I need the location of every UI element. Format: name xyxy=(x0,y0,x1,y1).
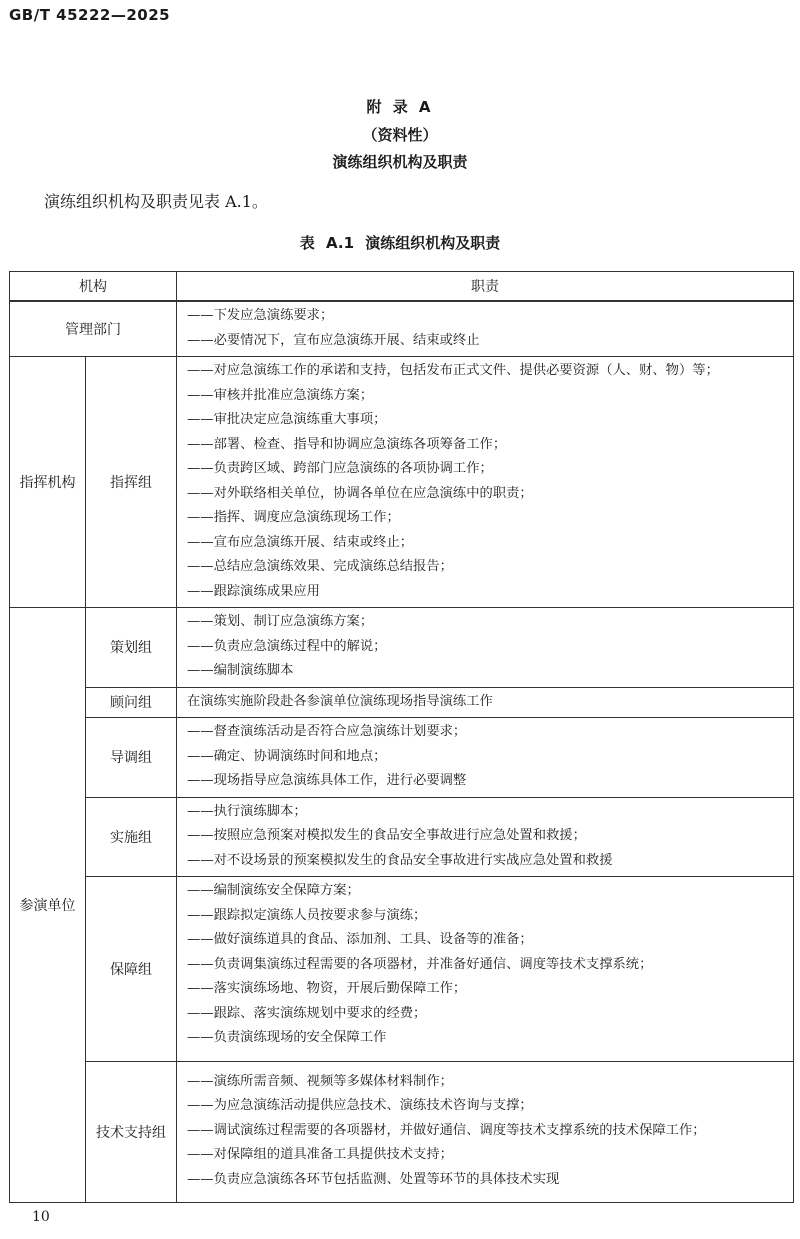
org-cell-implementation: 实施组 xyxy=(86,797,177,877)
org-cell-guidance: 导调组 xyxy=(86,718,177,798)
header-org: 机构 xyxy=(10,272,177,302)
duty-cell-mgmt xyxy=(177,301,794,357)
page-number: 10 xyxy=(32,1209,50,1225)
duty-line: ——演练所需音频、视频等多媒体材料制作； xyxy=(187,1073,453,1089)
duty-line: ——跟踪演练成果应用 xyxy=(187,583,320,599)
table-caption: 表 A.1 演练组织机构及职责 xyxy=(299,234,501,252)
duty-line: ——负责应急演练各环节包括监测、处置等环节的具体技术实现 xyxy=(187,1171,560,1187)
duty-cell-command xyxy=(177,357,794,608)
duty-line: 在演练实施阶段赴各参演单位演练现场指导演练工作 xyxy=(187,693,493,709)
duty-line: ——宣布应急演练开展、结束或终止； xyxy=(187,534,414,550)
duty-cell-planning xyxy=(177,608,794,688)
duty-cell-advisory xyxy=(177,687,794,718)
duty-cell-implementation xyxy=(177,797,794,877)
duty-line: ——按照应急预案对模拟发生的食品安全事故进行应急处置和救援； xyxy=(187,828,586,843)
duty-line: ——督查演练活动是否符合应急演练计划要求； xyxy=(187,724,467,739)
duty-cell-support xyxy=(177,877,794,1062)
duty-line: ——审核并批准应急演练方案； xyxy=(187,387,374,403)
duty-line: ——负责应急演练过程中的解说； xyxy=(187,638,387,654)
table-row-tech xyxy=(10,1061,794,1203)
org-cell-support: 保障组 xyxy=(86,877,177,1062)
table-row-support xyxy=(10,877,794,1062)
duty-line: ——审批决定应急演练重大事项； xyxy=(187,412,387,427)
duty-line: ——指挥、调度应急演练现场工作； xyxy=(187,510,400,525)
duty-line: ——为应急演练活动提供应急技术、演练技术咨询与支撑； xyxy=(187,1098,533,1113)
duty-line: ——负责演练现场的安全保障工作 xyxy=(187,1030,387,1045)
duty-line: ——现场指导应急演练具体工作，进行必要调整 xyxy=(187,773,467,788)
duty-line: ——落实演练场地、物资，开展后勤保障工作； xyxy=(187,981,467,996)
duty-cell-guidance xyxy=(177,718,794,798)
document-code: GB/T 45222—2025 xyxy=(9,6,171,24)
duty-line: ——编制演练脚本 xyxy=(187,663,294,678)
duty-line: ——对不设场景的预案模拟发生的食品安全事故进行实战应急处置和救援 xyxy=(187,852,613,868)
duty-line: ——对保障组的道具准备工具提供技术支持； xyxy=(187,1147,453,1162)
duty-line: ——执行演练脚本； xyxy=(187,803,307,819)
table-row-implementation xyxy=(10,797,794,877)
appendix-label: 附 录 A xyxy=(366,98,434,116)
duty-line: ——确定、协调演练时间和地点； xyxy=(187,748,387,764)
duty-line: ——调试演练过程需要的各项器材，并做好通信、调度等技术支撑系统的技术保障工作； xyxy=(187,1122,706,1138)
org-cell-mgmt: 管理部门 xyxy=(10,301,177,357)
duty-table xyxy=(9,271,794,1203)
org-cell-command: 指挥组 xyxy=(86,357,177,608)
table-row-advisory xyxy=(10,687,794,718)
org-cell-advisory: 顾问组 xyxy=(86,687,177,718)
org-cell-planning: 策划组 xyxy=(86,608,177,688)
org-cell-tech: 技术支持组 xyxy=(86,1061,177,1203)
group-cell-command: 指挥机构 xyxy=(10,357,86,608)
duty-line: ——对应急演练工作的承诺和支持，包括发布正式文件、提供必要资源（人、财、物）等； xyxy=(187,363,719,378)
duty-line: ——跟踪拟定演练人员按要求参与演练； xyxy=(187,907,427,923)
table-header-row xyxy=(10,272,794,302)
table-row-guidance xyxy=(10,718,794,798)
intro-paragraph: 演练组织机构及职责见表 A.1。 xyxy=(44,192,268,211)
duty-line: ——负责调集演练过程需要的各项器材，并准备好通信、调度等技术支撑系统； xyxy=(187,956,653,972)
duty-line: ——总结应急演练效果、完成演练总结报告； xyxy=(187,559,453,574)
duty-line: ——对外联络相关单位，协调各单位在应急演练中的职责； xyxy=(187,485,533,501)
header-duty: 职责 xyxy=(177,272,794,302)
duty-line: ——下发应急演练要求； xyxy=(187,308,334,323)
duty-line: ——跟踪、落实演练规划中要求的经费； xyxy=(187,1005,427,1021)
table-row-planning xyxy=(10,608,794,688)
table-row-mgmt xyxy=(10,301,794,357)
duty-line: ——必要情况下，宣布应急演练开展、结束或终止 xyxy=(187,332,480,348)
duty-cell-tech xyxy=(177,1061,794,1203)
duty-line: ——负责跨区域、跨部门应急演练的各项协调工作； xyxy=(187,461,493,476)
duty-line: ——做好演练道具的食品、添加剂、工具、设备等的准备； xyxy=(187,932,533,947)
group-cell-participants: 参演单位 xyxy=(10,608,86,1203)
table-row-command xyxy=(10,357,794,608)
duty-line: ——部署、检查、指导和协调应急演练各项筹备工作； xyxy=(187,436,507,452)
appendix-title: 演练组织机构及职责 xyxy=(332,153,468,171)
appendix-nature: （资料性） xyxy=(362,126,438,144)
duty-line: ——策划、制订应急演练方案； xyxy=(187,614,374,629)
duty-line: ——编制演练安全保障方案； xyxy=(187,883,360,898)
